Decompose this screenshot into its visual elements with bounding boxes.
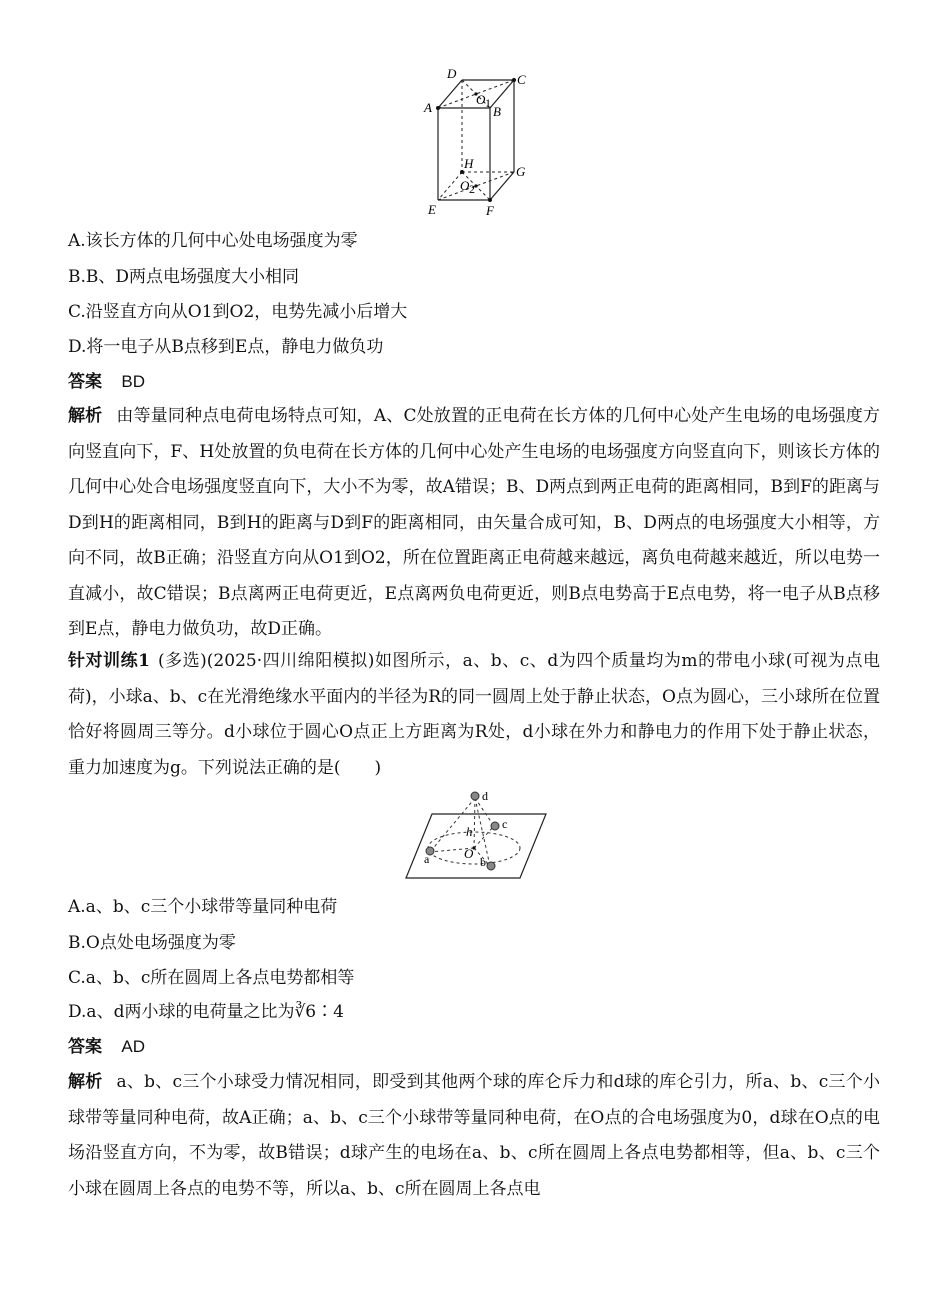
q2-option-a: A.a、b、c三个小球带等量同种电荷 xyxy=(68,897,338,917)
answer-2 xyxy=(68,1036,883,1058)
plane-balls-figure xyxy=(402,786,552,882)
training-1 xyxy=(68,644,880,786)
q1-option-b: B.B、D两点电场强度大小相同 xyxy=(68,267,300,287)
answer-2-label: 答案 xyxy=(68,1037,102,1057)
label-c: c xyxy=(502,817,508,831)
label-E: E xyxy=(428,202,436,217)
answer-1-value: BD xyxy=(121,372,146,391)
label-B: B xyxy=(493,104,501,119)
analysis-2-text: a、b、c三个小球受力情况相同，即受到其他两个球的库仑斥力和d球的库仑引力，所a、b、c三个小球带等量同种电荷，故A正确；a、b、c三个小球带等量同种电荷，在O点的合电场强度为0，d球在O点的电场沿竖直方向，不为零，故B错误；d球产生的电场在a、b、c所在圆周上各点电势都相等，但a、b、c三个小球在圆周上各点的电势不等，所以a、b、c所在圆周上各点电 xyxy=(68,1072,881,1199)
label-D: D xyxy=(447,66,457,81)
analysis-1 xyxy=(68,399,880,648)
label-O1-sub: 1 xyxy=(485,96,491,110)
analysis-1-text: 由等量同种点电荷电场特点可知，A、C处放置的正电荷在长方体的几何中心处产生电场的电场强度方向竖直向下，F、H处放置的负电荷在长方体的几何中心处产生电场的电场强度方向竖直向下，则该长方体的几何中心处合电场强度竖直向下，大小不为零，故A错误；B、D两点到两正电荷的距离相同，B到F的距离与D到H的距离相同，B到H的距离与D到F的距离相同，由矢量合成可知，B、D两点的电场强度大小相等，方向不同，故B正确；沿竖直方向从O1到O2，所在位置距离正电荷越来越远，离负电荷越来越近，所以电势一直减小，故C错误；B点离两正电荷更近，E点离两负电荷更近，则B点电势高于E点电势，将一电子从B点移到E点，静电力做负功，故D正确。 xyxy=(68,406,880,639)
analysis-2-label: 解析 xyxy=(68,1072,103,1092)
label-O: O xyxy=(464,846,474,861)
analysis-1-label: 解析 xyxy=(68,406,103,426)
cuboid-figure xyxy=(420,66,540,218)
analysis-2 xyxy=(68,1065,880,1207)
q2-option-c: C.a、b、c所在圆周上各点电势都相等 xyxy=(68,968,355,988)
label-d: d xyxy=(482,789,488,803)
label-O2-sub: 2 xyxy=(469,182,475,196)
training-1-label: 针对训练1 xyxy=(68,651,150,671)
label-H: H xyxy=(464,156,474,171)
label-a: a xyxy=(424,852,430,866)
label-h: h xyxy=(466,824,473,839)
label-b: b xyxy=(480,855,486,869)
label-C: C xyxy=(517,72,526,87)
q1-option-a: A.该长方体的几何中心处电场强度为零 xyxy=(68,231,358,251)
label-A: A xyxy=(424,100,432,115)
answer-1 xyxy=(68,371,883,393)
label-G: G xyxy=(516,164,526,179)
q1-option-d: D.将一电子从B点移到E点，静电力做负功 xyxy=(68,337,384,357)
label-O2: O xyxy=(460,178,470,193)
training-1-text: (多选)(2025·四川绵阳模拟)如图所示，a、b、c、d为四个质量均为m的带电小球(可视为点电荷)，小球a、b、c在光滑绝缘水平面内的半径为R的同一圆周上处于静止状态，O点为圆心，三小球所在位置恰好将圆周三等分。d小球位于圆心O点正上方距离为R处，d小球在外力和静电力的作用下处于静止状态，重力加速度为g。下列说法正确的是( ) xyxy=(68,651,880,778)
q2-option-b: B.O点处电场强度为零 xyxy=(68,933,236,953)
answer-2-value: AD xyxy=(121,1037,146,1056)
label-O1: O xyxy=(476,92,486,107)
answer-1-label: 答案 xyxy=(68,372,102,392)
q2-option-d: D.a、d两小球的电荷量之比为∛6∶4 xyxy=(68,1002,344,1022)
label-F: F xyxy=(486,203,494,218)
q1-option-c: C.沿竖直方向从O1到O2，电势先减小后增大 xyxy=(68,302,408,322)
